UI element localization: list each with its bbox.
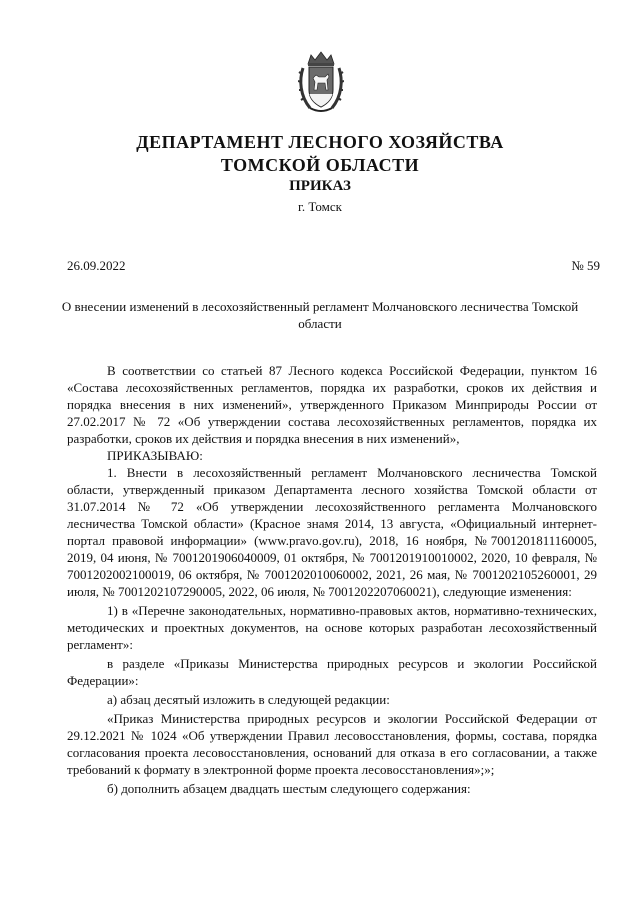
document-date: 26.09.2022	[67, 258, 126, 273]
body-paragraph: б) дополнить абзацем двадцать шестым следующего содержания:	[107, 781, 471, 796]
body-paragraph: в разделе «Приказы Министерства природных ресурсов и экологии Российской Федерации»:	[67, 656, 597, 688]
document-body	[67, 362, 597, 797]
body-paragraph: 1. Внести в лесохозяйственный регламент Молчановского лесничества Томской области, утвержденный приказом Департамента лесного хозяйства Томской области от 31.07.2014 № 72 «Об утверждении лесохозяйственного регламента Молчановского лесничества Томской области» (Красное знамя 2014, 13 августа, «Официальный интернет-портал правовой информации» (www.pravo.gov.ru), 2018, 16 ноября, №7001201811160005, 2019, 04 июня, № 7001201906040009, 01 октября, № 7001201910010002, 2020, 10 февраля, № 7001202002100019, 06 октября, № 7001202010060002, 2021, 26 мая, № 7001202105260001, 29 июля, № 7001202107290005, 2022, 06 июля, № 7001202207060021), следующие изменения:	[67, 465, 597, 599]
body-paragraph: В соответствии со статьей 87 Лесного кодекса Российской Федерации, пунктом 16 «Состава лесохозяйственных регламентов, порядка их разработки, сроков их действия и порядка внесения в них изменений», утвержденного Приказом Минприроды России от 27.02.2017 № 72 «Об утверждении состава лесохозяйственных регламентов, порядка их разработки, сроков их действия и порядка внесения в них изменений»,	[67, 363, 597, 446]
body-paragraph: ПРИКАЗЫВАЮ:	[107, 448, 203, 463]
body-paragraph: 1) в «Перечне законодательных, нормативно-правовых актов, нормативно-технических, методических и проектных документов, на основе которых разработан лесохозяйственный регламент»:	[67, 603, 597, 652]
body-paragraph: а) абзац десятый изложить в следующей редакции:	[107, 692, 390, 707]
body-paragraph: «Приказ Министерства природных ресурсов и экологии Российской Федерации от 29.12.2021 № 1024 «Об утверждении Правил лесовосстановления, формы, состава, порядка согласования проекта лесовосстановления, оснований для отказа в его согласовании, а также требований к формату в электронной форме проекта лесовосстановления»;»;	[67, 711, 597, 777]
document-number: № 59	[571, 258, 600, 273]
coat-of-arms-icon	[298, 50, 344, 114]
document-subject: О внесении изменений в лесохозяйственный регламент Молчановского лесничества Томской области	[61, 299, 579, 331]
document-type: ПРИКАЗ	[289, 178, 351, 194]
department-name-line1: ДЕПАРТАМЕНТ ЛЕСНОГО ХОЗЯЙСТВА	[136, 132, 504, 152]
city: г. Томск	[298, 199, 342, 214]
department-name-line2: ТОМСКОЙ ОБЛАСТИ	[220, 155, 420, 175]
